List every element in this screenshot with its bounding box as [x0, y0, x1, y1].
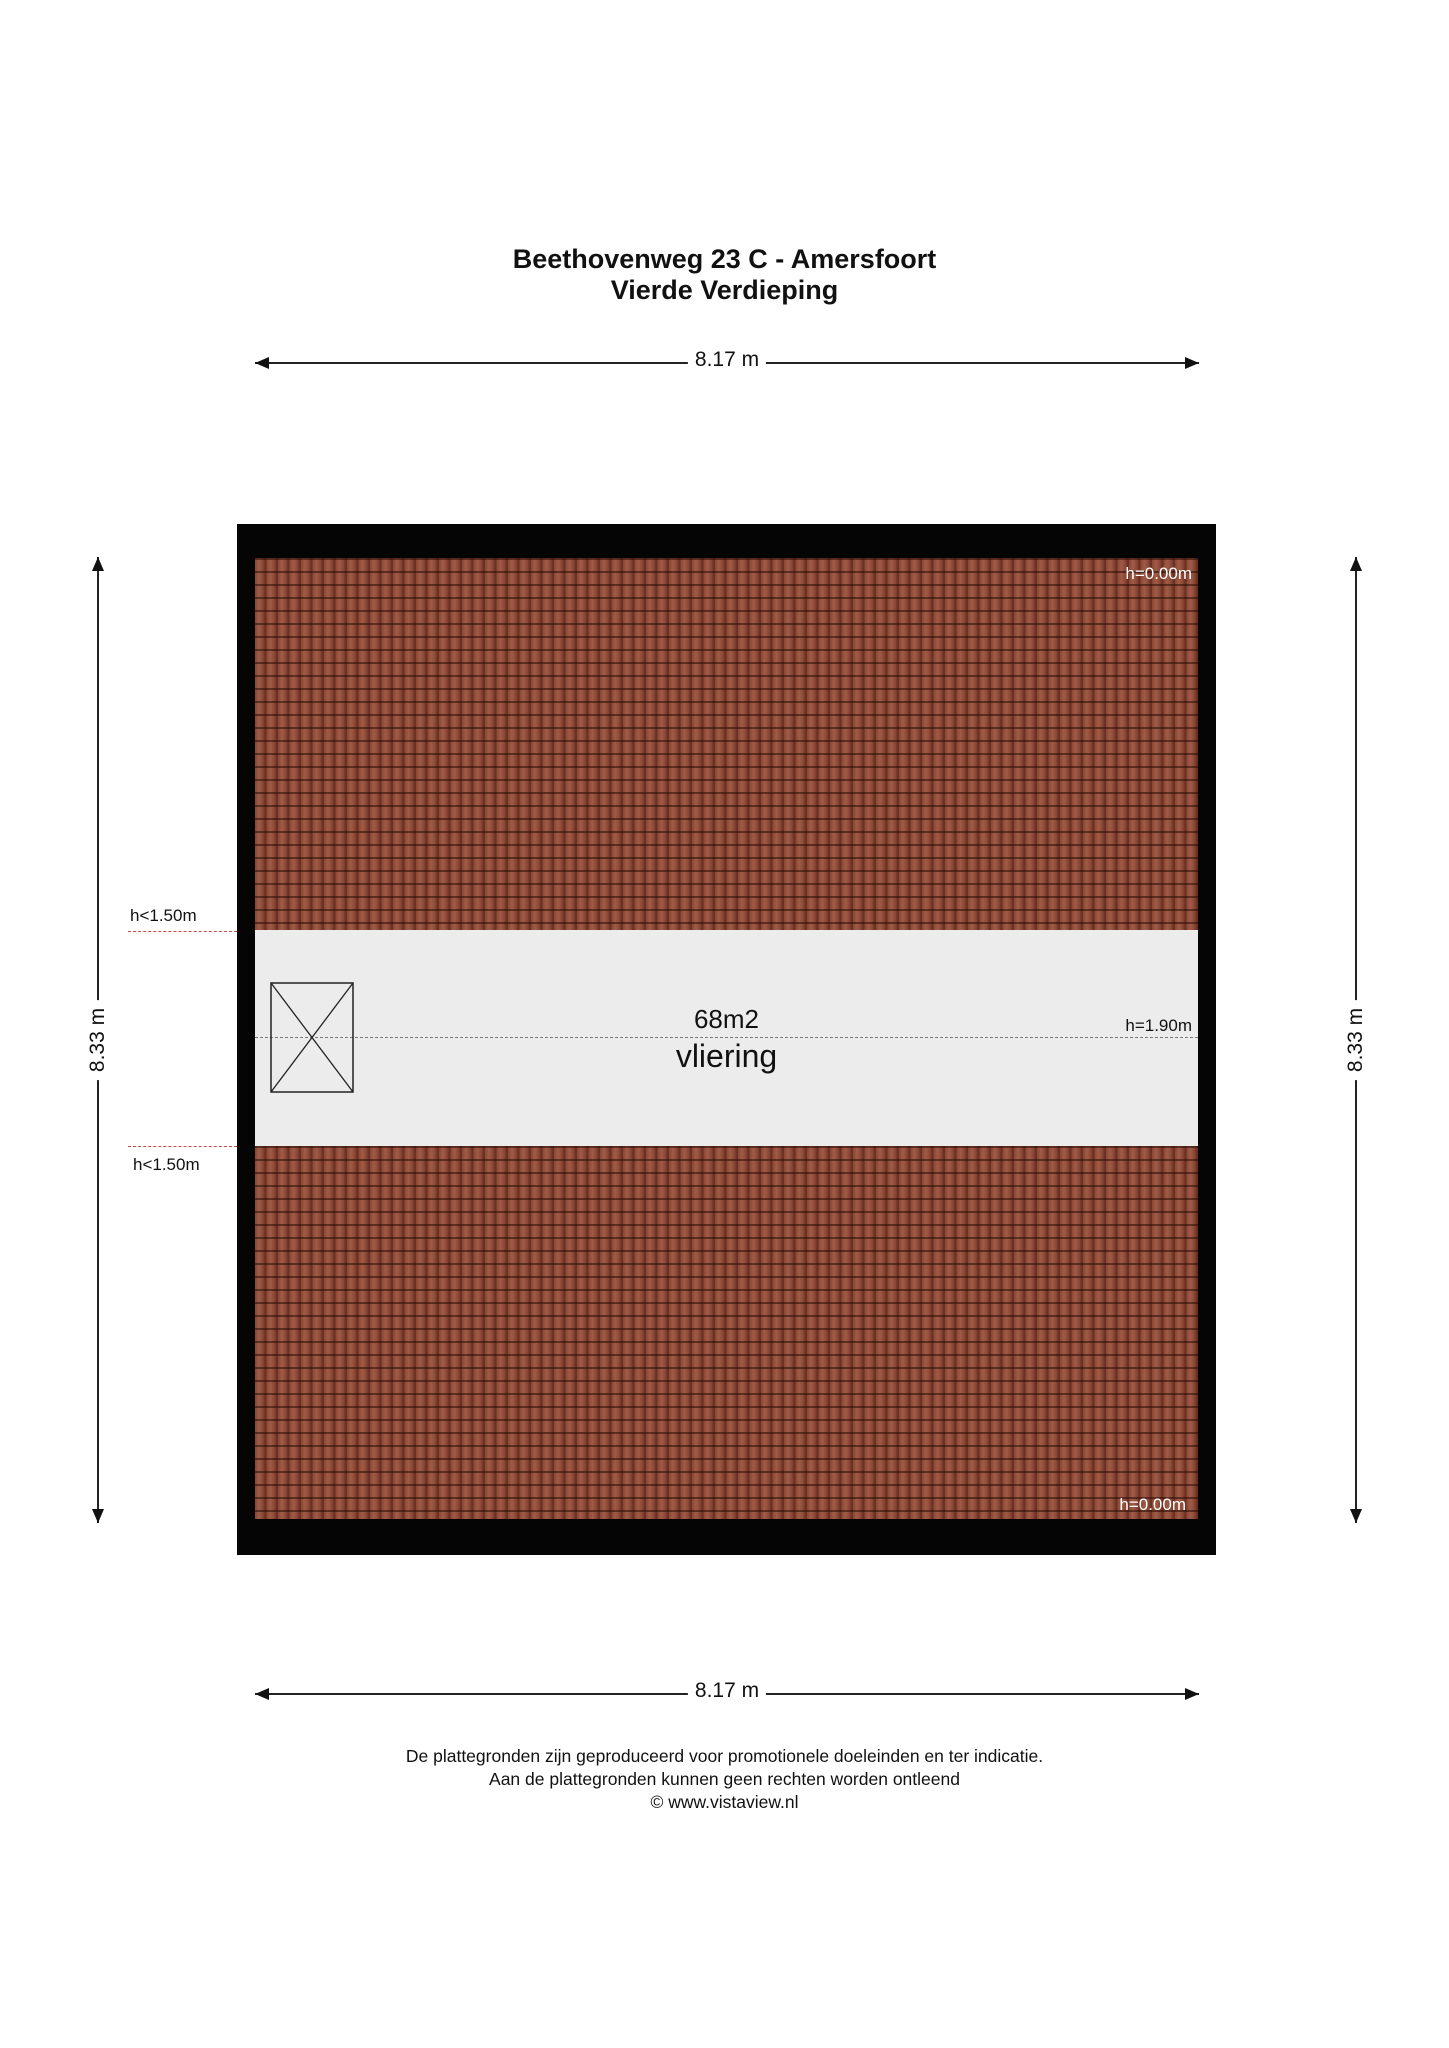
height-marker-lower — [128, 1146, 237, 1147]
plan-address: Beethovenweg 23 C - Amersfoort — [512, 244, 937, 274]
height-label-upper-left: h<1.50m — [130, 906, 197, 925]
dimension-width-bottom — [255, 1679, 1199, 1704]
arrow-left-icon — [255, 1688, 269, 1700]
dimension-label: 8.33 m — [86, 1000, 110, 1080]
height-label-center: h=1.90m — [1125, 1016, 1192, 1035]
arrow-up-icon — [92, 557, 104, 571]
height-label-top: h=0.00m — [1125, 564, 1192, 583]
arrow-right-icon — [1185, 1688, 1199, 1700]
height-label-bottom: h=0.00m — [1119, 1495, 1186, 1514]
dimension-label: 8.17 m — [688, 1679, 766, 1703]
arrow-right-icon — [1185, 357, 1199, 369]
dimension-label: 8.33 m — [1344, 1000, 1368, 1080]
roof-slope-top — [255, 558, 1198, 930]
disclaimer-line-1: De plattegronden zijn geproduceerd voor promotionele doeleinden en ter indicatie. — [405, 1746, 1044, 1766]
dimension-width-top — [255, 348, 1199, 373]
plan-floor-name: Vierde Verdieping — [610, 275, 839, 305]
arrow-up-icon — [1350, 557, 1362, 571]
attic-floor-area — [255, 930, 1198, 1146]
room-area: 68m2 — [693, 1004, 760, 1034]
floor-plan — [237, 524, 1216, 1555]
height-marker-upper — [128, 931, 237, 932]
dimension-depth-right — [1346, 557, 1366, 1523]
dimension-label: 8.17 m — [688, 348, 766, 372]
arrow-left-icon — [255, 357, 269, 369]
dimension-depth-left — [88, 557, 108, 1523]
roof-slope-bottom — [255, 1146, 1198, 1519]
copyright-link[interactable]: © www.vistaview.nl — [650, 1792, 799, 1812]
disclaimer-line-2: Aan de plattegronden kunnen geen rechten worden ontleend — [489, 1769, 960, 1789]
arrow-down-icon — [1350, 1509, 1362, 1523]
height-label-lower-left: h<1.50m — [133, 1155, 200, 1174]
arrow-down-icon — [92, 1509, 104, 1523]
room-name: vliering — [675, 1038, 778, 1074]
